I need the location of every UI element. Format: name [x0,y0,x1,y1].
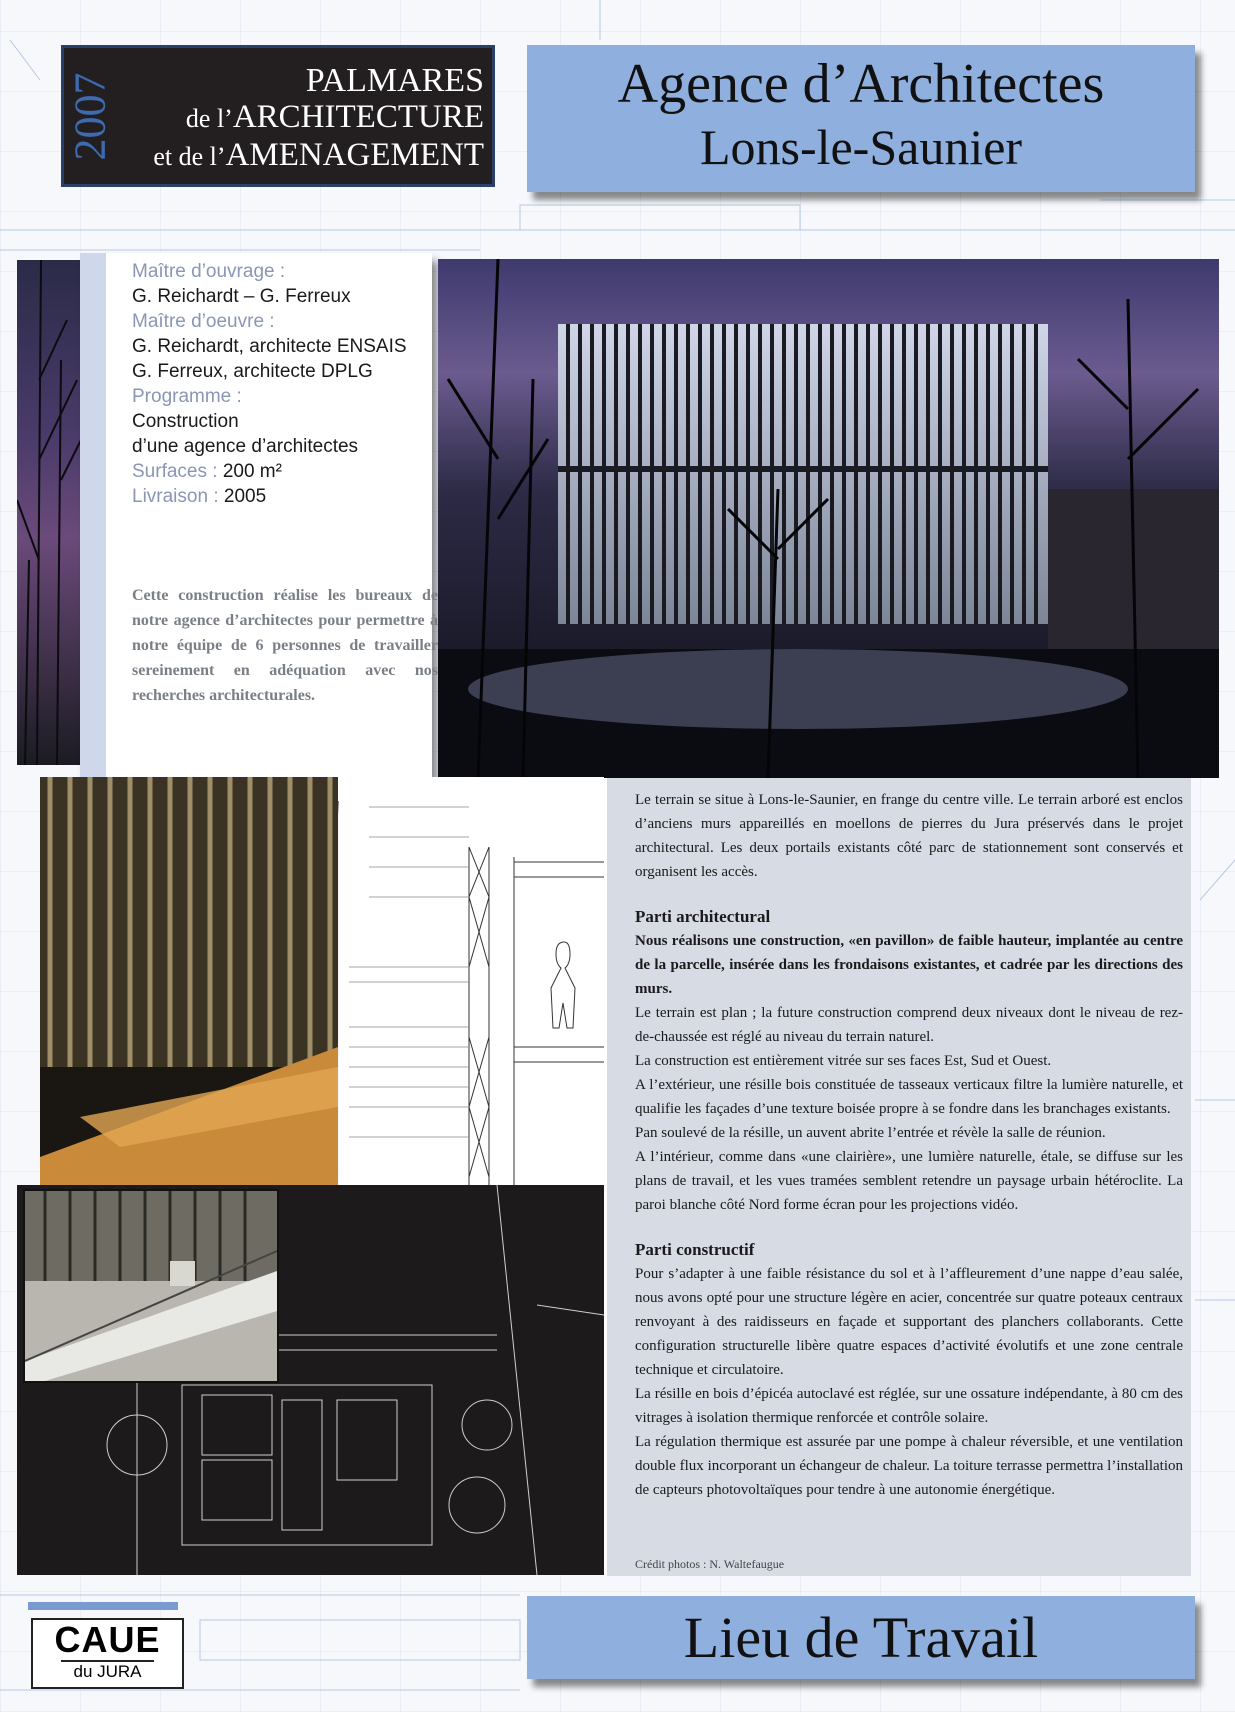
programme-value-2: d’une agence d’architectes [132,436,359,457]
paragraph-epicea: La résille en bois d’épicéa autoclavé est réglée, sur une ossature indépendante, à 80 cm des vitrages à isolation thermique renforcée et contrôle solaire. [635,1386,1183,1426]
surfaces-label: Surfaces : [132,461,218,482]
year-label: 2007 [65,72,115,160]
caue-logo-subtext: du JURA [61,1660,154,1682]
section-drawing [339,777,604,1242]
tree-branches [17,260,81,765]
section-lines [339,777,604,1242]
main-building-photo [438,259,1219,778]
palmares-title [153,62,484,175]
floor-plan [17,1185,604,1575]
interior-illustration [40,777,338,1185]
tree-photo-strip [17,260,81,765]
surfaces-value: 200 m² [217,461,282,482]
caue-logo [31,1618,184,1689]
category-label: Lieu de Travail [683,1605,1039,1670]
heading-parti-architectural: Parti architectural [635,907,771,926]
livraison-value: 2005 [218,486,267,507]
building-night-illustration [438,259,1219,778]
project-info-list [132,259,407,509]
palmares-line3: et de l’AMENAGEMENT [153,137,484,173]
livraison-row [132,484,407,509]
project-info-card [80,253,438,801]
caue-logo-text: CAUE [54,1619,161,1660]
office-illustration [25,1191,277,1381]
heading-parti-constructif: Parti constructif [635,1240,755,1259]
palmares-line1: PALMARES [305,62,484,99]
paragraph-auvent: Pan soulevé de la résille, un auvent abrite l’entrée et révèle la salle de réunion. [635,1125,1106,1141]
paragraph-interieur: A l’intérieur, comme dans «une clairière», une lumière naturelle, étale, se diffuse sur les plans de travail, et les vues tramées semblent retendre un paysage urbain hétéroclite. La paroi blanche côté Nord forme écran pour les projections vidéo. [635,1149,1183,1213]
caue-accent-bar [28,1602,178,1610]
livraison-label: Livraison : [132,486,219,507]
surfaces-row [132,459,407,484]
maitre-oeuvre-label: Maître d’oeuvre : [132,311,275,332]
photo-credit: Crédit photos : N. Waltefaugue [635,1557,785,1571]
description-text [635,788,1183,1502]
page-subtitle: Lons-le-Saunier [699,119,1023,175]
programme-label: Programme : [132,386,242,407]
category-box [527,1596,1195,1679]
paragraph-thermique: La régulation thermique est assurée par une pompe à chaleur réversible, et une ventilation double flux incorporant un échangeur de chaleur. La toiture terrasse permettra l’installation de capteurs photovoltaïques pour tendre à une autonomie énergétique. [635,1434,1183,1498]
maitre-oeuvre-value-1: G. Reichardt, architecte ENSAIS [132,336,407,357]
palmares-line2: de l’ARCHITECTURE [185,99,484,135]
paragraph-structure: Pour s’adapter à une faible résistance du sol et à l’affleurement d’une nappe d’eau salée, nous avons opté pour une structure légère en acier, concentrée sur quatre poteaux centraux renvoyant à des raidisseurs en façade et supportant des planchers collaborants. Cette configuration structurelle libère quatre espaces d’activité évolutifs et une zone centrale technique et circulatoire. [635,1266,1183,1378]
description-panel [604,778,1191,1576]
paragraph-resille: A l’extérieur, une résille bois constituée de tasseaux verticaux filtre la lumière naturelle, et qualifie les façades d’une texture boisée propre à se fondre dans les branchages existants. [635,1077,1183,1117]
maitre-oeuvre-value-2: G. Ferreux, architecte DPLG [132,361,373,382]
programme-value-1: Construction [132,411,239,432]
intro-paragraph: Cette construction réalise les bureaux de notre agence d’architectes pour permettre à notre équipe de 6 personnes de travailler sereinement en adéquation avec nos recherches architecturales. [132,587,438,704]
page-title: Agence d’Architectes [617,53,1105,115]
maitre-ouvrage-value: G. Reichardt – G. Ferreux [132,286,351,307]
title-box [527,45,1195,192]
interior-photo [40,777,338,1185]
maitre-ouvrage-label: Maître d’ouvrage : [132,261,286,282]
paragraph-pavillon: Nous réalisons une construction, «en pavillon» de faible hauteur, implantée au centre de la parcelle, insérée dans les frondaisons existantes, et cadrée par les directions des murs. [635,933,1183,997]
palmares-banner [61,45,495,187]
paragraph-terrain: Le terrain est plan ; la future construction comprend deux niveaux dont le niveau de rez-de-chaussée est réglé au niveau du terrain naturel. [635,1005,1183,1045]
paragraph-site: Le terrain se situe à Lons-le-Saunier, en frange du centre ville. Le terrain arboré est enclos d’anciens murs appareillés en moellons de pierres du Jura préservés dans le projet architectural. Les deux portails existants côté parc de stationnement sont conservés et organisent les accès. [635,792,1183,880]
office-photo [25,1191,277,1381]
paragraph-vitree: La construction est entièrement vitrée sur ses faces Est, Sud et Ouest. [635,1053,1052,1069]
